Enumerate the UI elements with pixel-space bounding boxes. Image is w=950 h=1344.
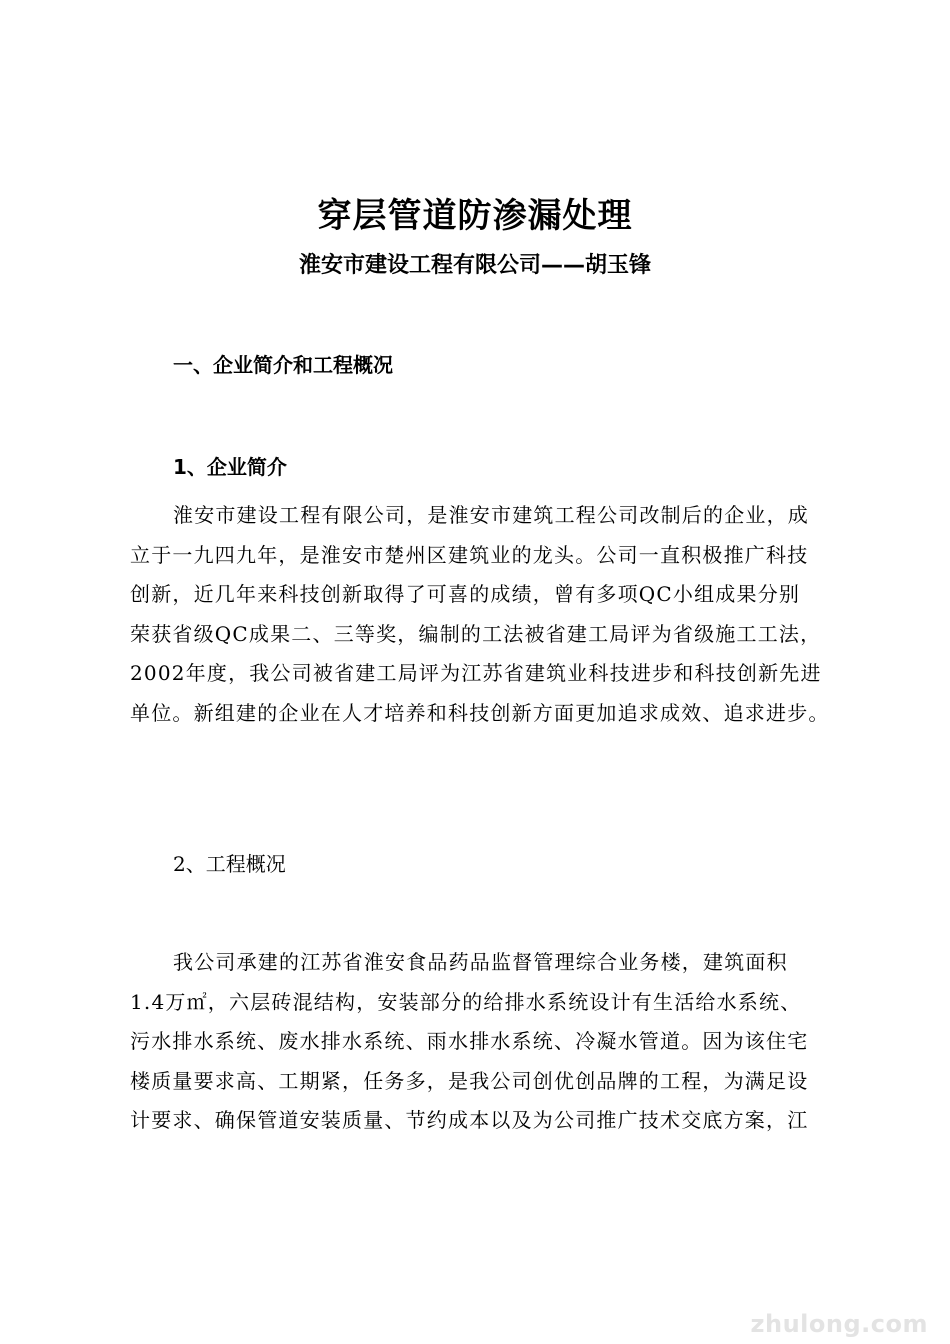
paragraph-line: 立于一九四九年，是淮安市楚州区建筑业的龙头。公司一直积极推广科技 xyxy=(130,542,809,567)
paragraph-line: 单位。新组建的企业在人才培养和科技创新方面更加追求成效、追求进步。 xyxy=(130,700,830,725)
subsection-heading-project: 2、工程概况 xyxy=(173,852,286,876)
watermark: zhulong.com xyxy=(750,1310,928,1338)
paragraph-line: 2002年度，我公司被省建工局评为江苏省建筑业科技进步和科技创新先进 xyxy=(130,661,822,685)
paragraph-line: 楼质量要求高、工期紧，任务多，是我公司创优创品牌的工程，为满足设 xyxy=(130,1068,809,1093)
paragraph-line: 计要求、确保管道安装质量、节约成本以及为公司推广技术交底方案，江 xyxy=(130,1108,809,1132)
document-subtitle: 淮安市建设工程有限公司——胡玉锋 xyxy=(298,253,651,278)
paragraph-company-intro xyxy=(130,496,846,733)
paragraph-line: 荣获省级QC成果二、三等奖，编制的工法被省建工局评为省级施工工法， xyxy=(130,621,822,646)
paragraph-project-overview xyxy=(130,943,846,1141)
paragraph-line: 创新，近几年来科技创新取得了可喜的成绩，曾有多项QC小组成果分别 xyxy=(130,582,801,606)
section-heading: 一、企业简介和工程概况 xyxy=(173,353,393,377)
paragraph-line: 1.4万㎡，六层砖混结构，安装部分的给排水系统设计有生活给水系统、 xyxy=(130,989,802,1014)
paragraph-line: 污水排水系统、废水排水系统、雨水排水系统、冷凝水管道。因为该住宅 xyxy=(130,1029,809,1053)
paragraph-line: 我公司承建的江苏省淮安食品药品监督管理综合业务楼，建筑面积 xyxy=(173,950,788,974)
subsection-heading-company: 1、企业简介 xyxy=(173,455,287,479)
paragraph-line: 淮安市建设工程有限公司，是淮安市建筑工程公司改制后的企业，成 xyxy=(173,503,809,527)
document-title: 穿层管道防渗漏处理 xyxy=(317,196,633,236)
